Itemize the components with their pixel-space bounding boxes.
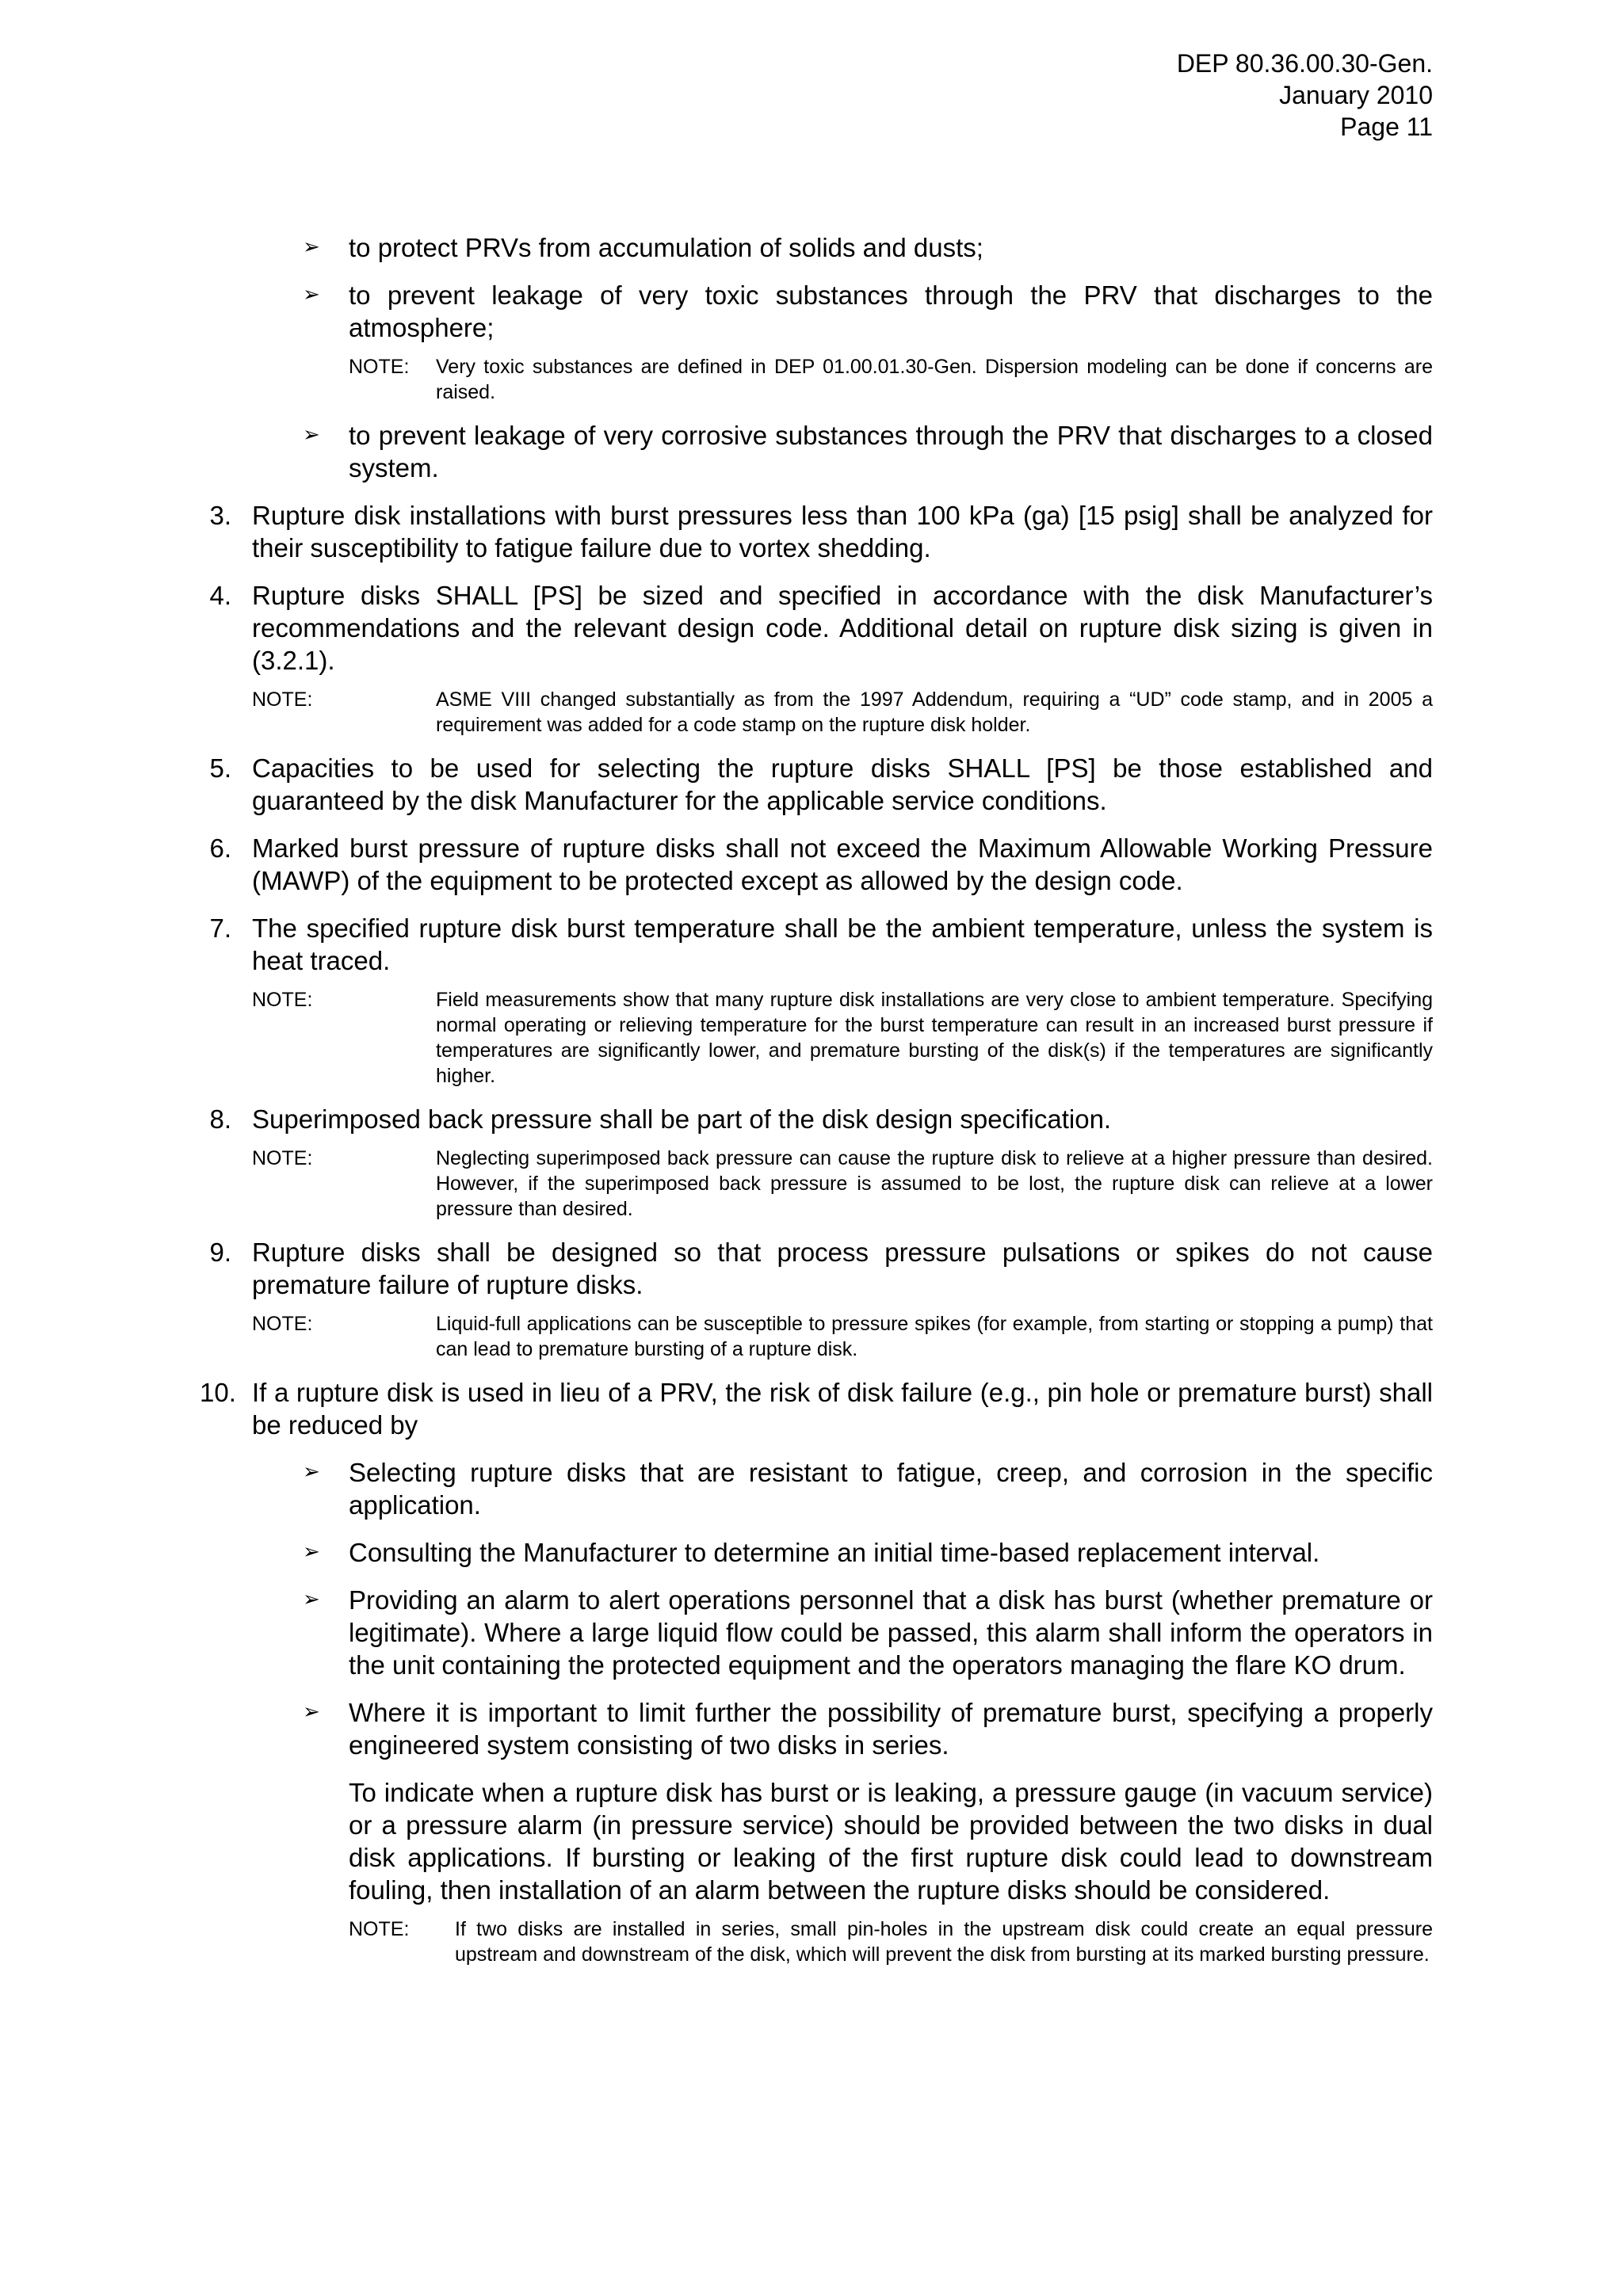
note-label: NOTE: — [252, 1313, 313, 1335]
note-text: Liquid-full applications can be susceptible to pressure spikes (for example, from starting or stopping a pump) that can lead to premature bursting of a rupture disk. — [436, 1313, 1433, 1360]
bullet-text: to protect PRVs from accumulation of solids and dusts; — [349, 233, 983, 262]
note-label: NOTE: — [349, 356, 410, 378]
paragraph: To indicate when a rupture disk has burst or is leaking, a pressure gauge (in vacuum service) or a pressure alarm (in pressure service) should be provided between the two disks in dual disk applications. If bursting or leaking of the first rupture disk could lead to downstream fouling, then installation of an alarm between the rupture disks should be considered. — [349, 1778, 1433, 1905]
note-block — [200, 354, 1433, 405]
bullet-text: Where it is important to limit further the possibility of premature burst, specifying a properly engineered system consisting of two disks in series. — [349, 1698, 1433, 1760]
arrow-bullet-icon: ➢ — [303, 1540, 320, 1564]
numbered-item-9 — [200, 1236, 1433, 1301]
arrow-bullet-icon: ➢ — [303, 283, 320, 307]
bullet-item — [200, 419, 1433, 484]
arrow-bullet-icon: ➢ — [303, 423, 320, 447]
document-date: January 2010 — [1279, 81, 1433, 109]
note-text: If two disks are installed in series, small pin-holes in the upstream disk could create an equal pressure upstream and downstream of the disk, which will prevent the disk from bursting at its marked bursting pressure. — [455, 1918, 1433, 1966]
numbered-item-10 — [200, 1376, 1433, 1441]
bullet-text: Consulting the Manufacturer to determine an initial time-based replacement interval. — [349, 1538, 1320, 1567]
document-id: DEP 80.36.00.30-Gen. — [1176, 49, 1433, 78]
bullet-item — [200, 231, 1433, 264]
item-number: 8. — [209, 1104, 231, 1134]
item-text: The specified rupture disk burst temperature shall be the ambient temperature, unless the system is heat traced. — [252, 913, 1433, 975]
note-block — [200, 987, 1433, 1089]
note-label: NOTE: — [252, 688, 313, 711]
body-content — [200, 231, 1433, 1967]
note-block — [200, 1311, 1433, 1362]
numbered-item-7 — [200, 912, 1433, 977]
bullet-item — [200, 1584, 1433, 1681]
page-number: Page 11 — [1340, 113, 1433, 141]
item-number: 5. — [209, 753, 231, 783]
bullet-text: Providing an alarm to alert operations personnel that a disk has burst (whether premature or legitimate). Where a large liquid flow could be passed, this alarm shall inform the operators in the unit containing the protected equipment and the operators managing the flare KO drum. — [349, 1585, 1433, 1680]
item-number: 4. — [209, 581, 231, 610]
bullet-item — [200, 279, 1433, 344]
numbered-item-4 — [200, 579, 1433, 677]
note-block — [200, 687, 1433, 738]
item-text: If a rupture disk is used in lieu of a PRV, the risk of disk failure (e.g., pin hole or premature burst) shall be reduced by — [252, 1378, 1433, 1440]
bullet-text: Selecting rupture disks that are resistant to fatigue, creep, and corrosion in the specific application. — [349, 1458, 1433, 1520]
numbered-item-5 — [200, 752, 1433, 817]
bullet-item — [200, 1456, 1433, 1521]
arrow-bullet-icon: ➢ — [303, 1460, 320, 1484]
arrow-bullet-icon: ➢ — [303, 1588, 320, 1611]
bullet-item — [200, 1696, 1433, 1761]
item-text: Rupture disks SHALL [PS] be sized and specified in accordance with the disk Manufacturer’s recommendations and the relevant design code. Additional detail on rupture disk sizing is given in (3.2.1). — [252, 581, 1433, 675]
page-header — [1177, 48, 1433, 143]
item-text: Rupture disks shall be designed so that process pressure pulsations or spikes do not cause premature failure of rupture disks. — [252, 1238, 1433, 1299]
note-block — [200, 1917, 1433, 1967]
note-text: ASME VIII changed substantially as from the 1997 Addendum, requiring a “UD” code stamp, and in 2005 a requirement was added for a code stamp on the rupture disk holder. — [436, 688, 1433, 736]
item-number: 3. — [209, 501, 231, 530]
arrow-bullet-icon: ➢ — [303, 235, 320, 259]
item-number: 6. — [209, 833, 231, 863]
item-number: 10. — [200, 1378, 236, 1407]
item-text: Marked burst pressure of rupture disks shall not exceed the Maximum Allowable Working Pressure (MAWP) of the equipment to be protected except as allowed by the design code. — [252, 833, 1433, 895]
note-block — [200, 1146, 1433, 1222]
bullet-text: to prevent leakage of very toxic substances through the PRV that discharges to the atmosphere; — [349, 280, 1433, 342]
note-text: Neglecting superimposed back pressure can cause the rupture disk to relieve at a higher pressure than desired. However, if the superimposed back pressure is assumed to be lost, the rupture disk can relieve at a lower pressure than desired. — [436, 1147, 1433, 1220]
note-label: NOTE: — [252, 1147, 313, 1169]
item-text: Superimposed back pressure shall be part of the disk design specification. — [252, 1104, 1112, 1134]
note-text: Field measurements show that many rupture disk installations are very close to ambient temperature. Specifying normal operating or relieving temperature for the burst temperature can result in an increased burst pressure if temperatures are significantly lower, and premature bursting of the disk(s) if the temperatures are significantly higher. — [436, 989, 1433, 1087]
numbered-item-6 — [200, 832, 1433, 897]
numbered-item-3 — [200, 499, 1433, 564]
numbered-item-8 — [200, 1103, 1433, 1135]
item-number: 7. — [209, 913, 231, 943]
note-text: Very toxic substances are defined in DEP 01.00.01.30-Gen. Dispersion modeling can be done if concerns are raised. — [436, 356, 1433, 403]
item-text: Capacities to be used for selecting the rupture disks SHALL [PS] be those established and guaranteed by the disk Manufacturer for the applicable service conditions. — [252, 753, 1433, 815]
arrow-bullet-icon: ➢ — [303, 1700, 320, 1724]
note-label: NOTE: — [252, 989, 313, 1011]
item-number: 9. — [209, 1238, 231, 1267]
bullet-text: to prevent leakage of very corrosive substances through the PRV that discharges to a closed system. — [349, 421, 1433, 482]
bullet-item — [200, 1536, 1433, 1569]
item-text: Rupture disk installations with burst pressures less than 100 kPa (ga) [15 psig] shall be analyzed for their susceptibility to fatigue failure due to vortex shedding. — [252, 501, 1433, 563]
note-label: NOTE: — [349, 1918, 410, 1940]
